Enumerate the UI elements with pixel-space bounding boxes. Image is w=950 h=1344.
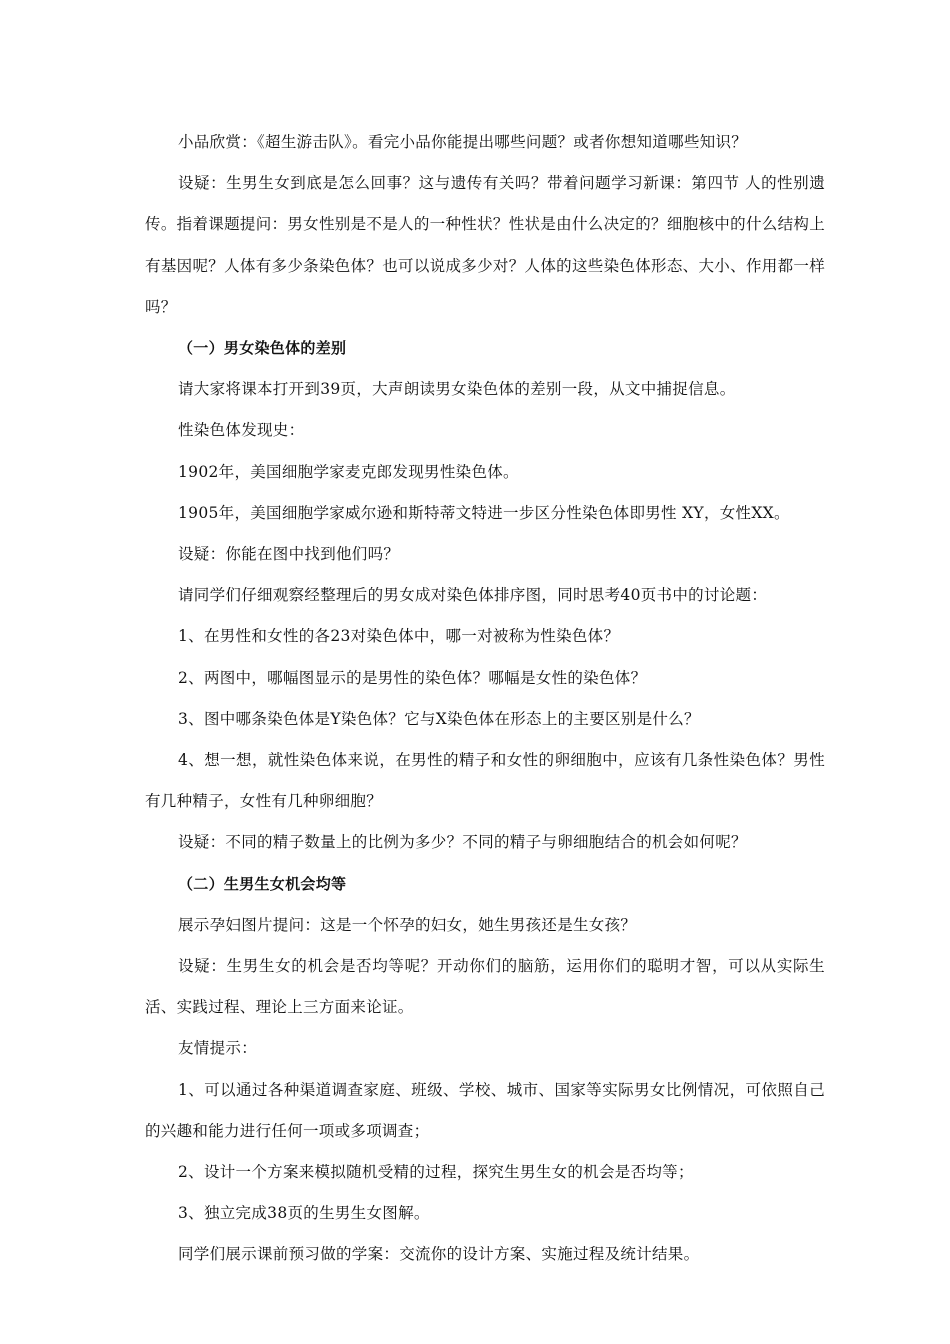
paragraph-find-in-figure: 设疑：你能在图中找到他们吗？ — [178, 545, 400, 564]
list-item-tip-1: 1、可以通过各种渠道调查家庭、班级、学校、城市、国家等实际男女比例情况，可依照自己的兴趣和能力进行任何一项或多项调查； — [145, 1080, 825, 1140]
list-item-tip-2: 2、设计一个方案来模拟随机受精的过程，探究生男生女的机会是否均等； — [178, 1163, 694, 1182]
paragraph-students-present: 同学们展示课前预习做的学案：交流你的设计方案、实施过程及统计结果。 — [178, 1245, 700, 1264]
section-heading-equal-chance: （二）生男生女机会均等 — [178, 874, 347, 893]
document-body — [145, 122, 825, 1276]
paragraph-pregnant-woman-question: 展示孕妇图片提问：这是一个怀孕的妇女，她生男孩还是生女孩？ — [178, 915, 637, 934]
list-item-tip-3: 3、独立完成38页的生男生女图解。 — [178, 1204, 430, 1223]
paragraph-sketch-appreciation: 小品欣赏：《超生游击队》。看完小品你能提出哪些问题？或者你想知道哪些知识？ — [178, 133, 748, 151]
paragraph-discovery-1905: 1905年，美国细胞学家威尔逊和斯特蒂文特进一步区分性染色体即男性 XY，女性XX。 — [178, 503, 790, 522]
list-item-question-3: 3、图中哪条染色体是Y染色体？它与X染色体在形态上的主要区别是什么？ — [178, 709, 700, 728]
paragraph-friendly-tips-label: 友情提示： — [178, 1039, 258, 1058]
paragraph-question-intro: 设疑：生男生女到底是怎么回事？这与遗传有关吗？带着问题学习新课：第四节 人的性别遗传。指着课题提问：男女性别是不是人的一种性状？性状是由什么决定的？细胞核中的什么结构上有基因呢？人体有多少条染色体？也可以说成多少对？人体的这些染色体形态、大小、作用都一样吗？ — [145, 174, 825, 316]
list-item-question-4: 4、想一想，就性染色体来说，在男性的精子和女性的卵细胞中，应该有几条性染色体？男性有几种精子，女性有几种卵细胞？ — [145, 751, 825, 811]
list-item-question-1: 1、在男性和女性的各23对染色体中，哪一对被称为性染色体？ — [178, 627, 620, 646]
list-item-question-2: 2、两图中，哪幅图显示的是男性的染色体？哪幅是女性的染色体？ — [178, 668, 647, 687]
paragraph-discovery-history-label: 性染色体发现史： — [178, 421, 305, 440]
paragraph-discovery-1902: 1902年，美国细胞学家麦克郎发现男性染色体。 — [178, 462, 519, 481]
paragraph-open-textbook: 请大家将课本打开到39页，大声朗读男女染色体的差别一段，从文中捕捉信息。 — [178, 380, 736, 399]
paragraph-equal-chance-question: 设疑：生男生女的机会是否均等呢？开动你们的脑筋，运用你们的聪明才智，可以从实际生活、实践过程、理论上三方面来论证。 — [145, 957, 825, 1017]
section-heading-chromosome-difference: （一）男女染色体的差别 — [178, 339, 347, 358]
paragraph-observe-chart: 请同学们仔细观察经整理后的男女成对染色体排序图，同时思考40页书中的讨论题： — [178, 586, 768, 605]
paragraph-sperm-ratio-question: 设疑：不同的精子数量上的比例为多少？不同的精子与卵细胞结合的机会如何呢？ — [178, 833, 747, 852]
